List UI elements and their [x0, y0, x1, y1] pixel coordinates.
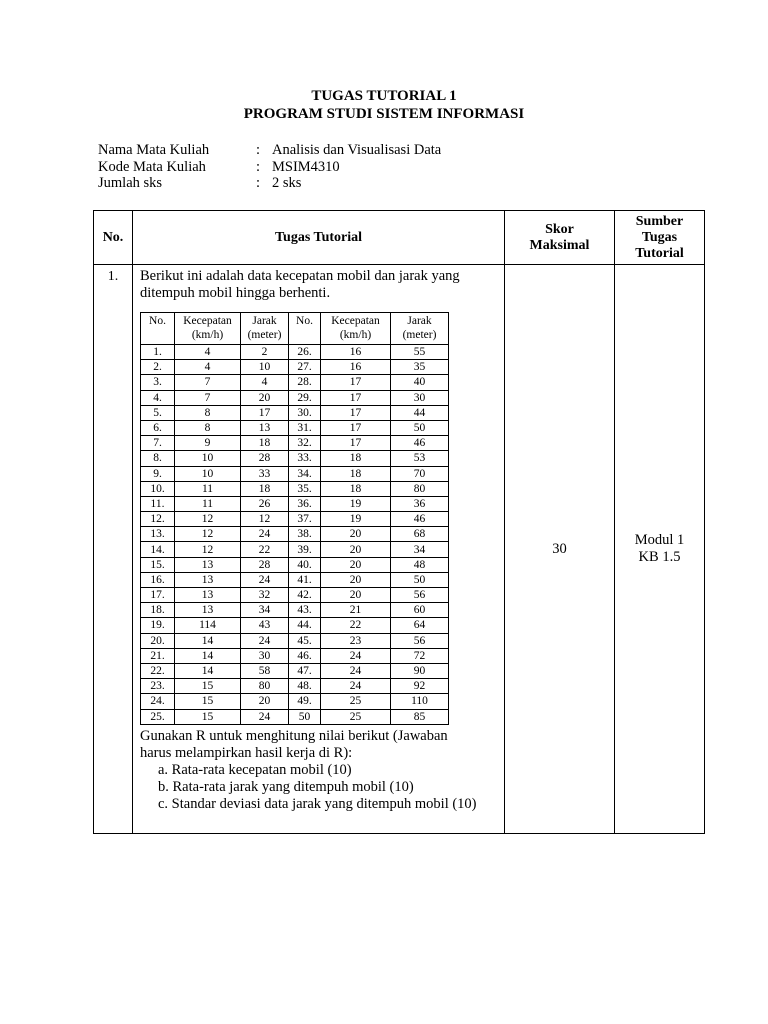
data-cell-no: 42.	[289, 588, 321, 603]
data-cell-no: 43.	[289, 603, 321, 618]
data-cell-no: 2.	[141, 360, 175, 375]
data-cell-distance: 18	[241, 481, 289, 496]
data-cell-no: 4.	[141, 390, 175, 405]
task-description	[133, 265, 505, 834]
data-cell-distance: 55	[391, 345, 449, 360]
data-cell-speed: 11	[175, 481, 241, 496]
data-row	[141, 466, 449, 481]
data-row	[141, 436, 449, 451]
data-cell-speed: 11	[175, 496, 241, 511]
data-cell-speed: 18	[321, 466, 391, 481]
data-cell-speed: 12	[175, 527, 241, 542]
credits-row	[98, 175, 441, 192]
data-cell-no: 24.	[141, 694, 175, 709]
data-cell-no: 28.	[289, 375, 321, 390]
data-cell-no: 14.	[141, 542, 175, 557]
data-cell-distance: 46	[391, 512, 449, 527]
data-cell-speed: 12	[175, 512, 241, 527]
data-row	[141, 694, 449, 709]
data-cell-speed: 18	[321, 481, 391, 496]
data-cell-distance: 70	[391, 466, 449, 481]
data-row	[141, 603, 449, 618]
source-line: KB 1.5	[638, 549, 681, 565]
data-cell-no: 3.	[141, 375, 175, 390]
data-cell-distance: 12	[241, 512, 289, 527]
data-cell-distance: 24	[241, 572, 289, 587]
data-cell-distance: 56	[391, 588, 449, 603]
data-cell-no: 47.	[289, 663, 321, 678]
data-cell-speed: 24	[321, 663, 391, 678]
data-cell-speed: 114	[175, 618, 241, 633]
data-row	[141, 527, 449, 542]
data-cell-distance: 60	[391, 603, 449, 618]
data-cell-speed: 14	[175, 648, 241, 663]
data-cell-speed: 25	[321, 694, 391, 709]
data-cell-no: 44.	[289, 618, 321, 633]
data-cell-distance: 28	[241, 451, 289, 466]
speed-distance-table	[140, 312, 449, 725]
data-cell-speed: 13	[175, 557, 241, 572]
data-cell-no: 32.	[289, 436, 321, 451]
data-cell-distance: 32	[241, 588, 289, 603]
data-cell-no: 15.	[141, 557, 175, 572]
data-header-no: No.	[289, 313, 321, 345]
data-cell-no: 9.	[141, 466, 175, 481]
data-row	[141, 451, 449, 466]
data-cell-speed: 24	[321, 648, 391, 663]
data-cell-speed: 20	[321, 572, 391, 587]
data-cell-no: 10.	[141, 481, 175, 496]
header-score-line: Maksimal	[529, 237, 590, 253]
data-cell-distance: 33	[241, 466, 289, 481]
task-intro: Berikut ini adalah data kecepatan mobil dan jarak yang	[140, 268, 460, 284]
source-line: Modul 1	[634, 532, 685, 548]
data-cell-distance: 13	[241, 420, 289, 435]
data-cell-speed: 4	[175, 360, 241, 375]
data-cell-speed: 16	[321, 345, 391, 360]
data-cell-speed: 23	[321, 633, 391, 648]
data-cell-no: 34.	[289, 466, 321, 481]
data-header-speed	[321, 313, 391, 345]
data-header-line: Kecepatan	[183, 315, 232, 327]
data-row	[141, 572, 449, 587]
data-cell-speed: 7	[175, 390, 241, 405]
data-cell-no: 37.	[289, 512, 321, 527]
data-cell-distance: 68	[391, 527, 449, 542]
max-score: 30	[505, 265, 615, 834]
data-cell-distance: 28	[241, 557, 289, 572]
data-cell-speed: 17	[321, 375, 391, 390]
data-cell-speed: 17	[321, 420, 391, 435]
data-cell-distance: 10	[241, 360, 289, 375]
data-row	[141, 405, 449, 420]
data-cell-distance: 58	[241, 663, 289, 678]
data-cell-speed: 18	[321, 451, 391, 466]
data-cell-distance: 110	[391, 694, 449, 709]
data-cell-no: 30.	[289, 405, 321, 420]
data-cell-no: 6.	[141, 420, 175, 435]
data-cell-no: 50	[289, 709, 321, 724]
data-cell-no: 25.	[141, 709, 175, 724]
info-value: Analisis dan Visualisasi Data	[272, 142, 442, 158]
data-cell-no: 20.	[141, 633, 175, 648]
data-cell-speed: 14	[175, 663, 241, 678]
task-question: harus melampirkan hasil kerja di R):	[140, 744, 353, 761]
data-cell-speed: 20	[321, 557, 391, 572]
data-cell-speed: 12	[175, 542, 241, 557]
task-question: Gunakan R untuk menghitung nilai berikut (Jawaban	[140, 727, 448, 744]
task-row	[94, 265, 705, 834]
data-table-body	[141, 345, 449, 725]
data-cell-distance: 50	[391, 420, 449, 435]
data-cell-no: 38.	[289, 527, 321, 542]
tutorial-source	[615, 265, 705, 834]
data-cell-no: 35.	[289, 481, 321, 496]
data-cell-no: 49.	[289, 694, 321, 709]
data-cell-no: 27.	[289, 360, 321, 375]
data-cell-distance: 18	[241, 436, 289, 451]
data-cell-distance: 64	[391, 618, 449, 633]
data-header-line: Jarak	[407, 315, 432, 327]
info-label: Kode Mata Kuliah	[98, 158, 206, 175]
data-row	[141, 496, 449, 511]
data-cell-speed: 17	[321, 405, 391, 420]
data-cell-speed: 4	[175, 345, 241, 360]
data-row	[141, 481, 449, 496]
task-item: b. Rata-rata jarak yang ditempuh mobil (10)	[158, 778, 414, 795]
data-cell-speed: 20	[321, 542, 391, 557]
course-name-row	[98, 142, 441, 159]
data-cell-no: 17.	[141, 588, 175, 603]
data-cell-no: 26.	[289, 345, 321, 360]
data-cell-no: 21.	[141, 648, 175, 663]
data-cell-speed: 16	[321, 360, 391, 375]
data-cell-distance: 53	[391, 451, 449, 466]
data-cell-speed: 14	[175, 633, 241, 648]
course-info	[98, 142, 441, 192]
task-intro: ditempuh mobil hingga berhenti.	[140, 285, 331, 301]
data-cell-speed: 17	[321, 390, 391, 405]
data-cell-distance: 36	[391, 496, 449, 511]
data-header-no: No.	[141, 313, 175, 345]
data-cell-speed: 22	[321, 618, 391, 633]
data-cell-distance: 30	[241, 648, 289, 663]
data-cell-no: 1.	[141, 345, 175, 360]
data-row	[141, 345, 449, 360]
data-cell-no: 22.	[141, 663, 175, 678]
data-cell-no: 7.	[141, 436, 175, 451]
data-cell-no: 12.	[141, 512, 175, 527]
document-title: TUGAS TUTORIAL 1	[311, 88, 457, 104]
data-row	[141, 633, 449, 648]
data-cell-distance: 92	[391, 679, 449, 694]
data-cell-no: 40.	[289, 557, 321, 572]
data-header-distance	[391, 313, 449, 345]
header-row	[94, 211, 705, 265]
data-cell-distance: 26	[241, 496, 289, 511]
data-cell-speed: 20	[321, 588, 391, 603]
data-cell-distance: 34	[391, 542, 449, 557]
data-cell-no: 33.	[289, 451, 321, 466]
data-cell-speed: 19	[321, 496, 391, 511]
data-cell-speed: 13	[175, 588, 241, 603]
data-row	[141, 557, 449, 572]
data-cell-no: 41.	[289, 572, 321, 587]
data-row	[141, 709, 449, 724]
task-items	[140, 762, 498, 813]
data-cell-distance: 24	[241, 527, 289, 542]
data-cell-distance: 40	[391, 375, 449, 390]
data-cell-distance: 24	[241, 709, 289, 724]
data-row	[141, 588, 449, 603]
data-cell-no: 48.	[289, 679, 321, 694]
task-number: 1.	[94, 265, 133, 834]
data-row	[141, 648, 449, 663]
header-score	[505, 211, 615, 265]
document-subtitle: PROGRAM STUDI SISTEM INFORMASI	[243, 106, 525, 122]
data-cell-speed: 15	[175, 679, 241, 694]
data-cell-speed: 25	[321, 709, 391, 724]
data-header-speed	[175, 313, 241, 345]
data-cell-no: 31.	[289, 420, 321, 435]
header-source-line: Sumber	[635, 213, 684, 229]
task-item: c. Standar deviasi data jarak yang ditempuh mobil (10)	[158, 795, 477, 812]
info-separator: :	[256, 142, 261, 158]
data-header-line: (km/h)	[191, 329, 224, 341]
data-cell-no: 39.	[289, 542, 321, 557]
data-cell-speed: 24	[321, 679, 391, 694]
data-cell-distance: 48	[391, 557, 449, 572]
info-label: Jumlah sks	[98, 175, 163, 191]
data-cell-no: 19.	[141, 618, 175, 633]
data-cell-no: 8.	[141, 451, 175, 466]
task-item: a. Rata-rata kecepatan mobil (10)	[158, 761, 352, 778]
data-cell-distance: 56	[391, 633, 449, 648]
data-cell-speed: 17	[321, 436, 391, 451]
data-cell-no: 11.	[141, 496, 175, 511]
data-cell-no: 29.	[289, 390, 321, 405]
info-separator: :	[256, 158, 261, 175]
data-cell-distance: 46	[391, 436, 449, 451]
data-cell-distance: 17	[241, 405, 289, 420]
data-cell-no: 5.	[141, 405, 175, 420]
data-row	[141, 663, 449, 678]
data-cell-no: 23.	[141, 679, 175, 694]
header-score-line: Skor	[545, 221, 574, 237]
data-row	[141, 420, 449, 435]
data-cell-speed: 10	[175, 466, 241, 481]
data-cell-no: 45.	[289, 633, 321, 648]
data-cell-distance: 20	[241, 390, 289, 405]
info-separator: :	[256, 175, 261, 191]
data-cell-distance: 30	[391, 390, 449, 405]
data-cell-distance: 80	[241, 679, 289, 694]
data-cell-speed: 21	[321, 603, 391, 618]
data-cell-speed: 8	[175, 405, 241, 420]
data-header-line: Jarak	[252, 315, 277, 327]
data-cell-distance: 34	[241, 603, 289, 618]
data-cell-no: 16.	[141, 572, 175, 587]
data-cell-speed: 15	[175, 709, 241, 724]
info-label: Nama Mata Kuliah	[98, 142, 210, 158]
data-cell-speed: 19	[321, 512, 391, 527]
data-cell-distance: 4	[241, 375, 289, 390]
data-cell-distance: 35	[391, 360, 449, 375]
info-value: 2 sks	[272, 175, 302, 191]
header-no: No.	[94, 211, 133, 265]
data-cell-distance: 20	[241, 694, 289, 709]
data-cell-speed: 8	[175, 420, 241, 435]
data-header-line: (km/h)	[339, 329, 372, 341]
data-cell-speed: 7	[175, 375, 241, 390]
data-row	[141, 375, 449, 390]
data-cell-distance: 43	[241, 618, 289, 633]
data-row	[141, 390, 449, 405]
data-header-distance	[241, 313, 289, 345]
header-source	[615, 211, 705, 265]
data-cell-no: 46.	[289, 648, 321, 663]
data-cell-distance: 22	[241, 542, 289, 557]
header-source-line: Tugas	[641, 229, 678, 245]
data-cell-no: 18.	[141, 603, 175, 618]
data-header-line: (meter)	[402, 329, 437, 341]
data-header-line: Kecepatan	[331, 315, 380, 327]
data-cell-speed: 10	[175, 451, 241, 466]
data-cell-speed: 9	[175, 436, 241, 451]
data-cell-distance: 2	[241, 345, 289, 360]
data-cell-speed: 13	[175, 572, 241, 587]
data-cell-no: 36.	[289, 496, 321, 511]
data-row	[141, 512, 449, 527]
data-cell-speed: 20	[321, 527, 391, 542]
data-cell-speed: 15	[175, 694, 241, 709]
header-source-line: Tutorial	[635, 245, 684, 261]
tutorial-table	[93, 210, 705, 834]
data-cell-distance: 72	[391, 648, 449, 663]
data-row	[141, 360, 449, 375]
data-header-row	[141, 313, 449, 345]
course-code-row	[98, 159, 441, 176]
data-row	[141, 618, 449, 633]
data-cell-distance: 85	[391, 709, 449, 724]
data-cell-distance: 50	[391, 572, 449, 587]
data-cell-speed: 13	[175, 603, 241, 618]
data-cell-distance: 24	[241, 633, 289, 648]
data-row	[141, 542, 449, 557]
data-cell-distance: 90	[391, 663, 449, 678]
data-cell-distance: 80	[391, 481, 449, 496]
data-cell-distance: 44	[391, 405, 449, 420]
header-task: Tugas Tutorial	[133, 211, 505, 265]
data-cell-no: 13.	[141, 527, 175, 542]
data-header-line: (meter)	[247, 329, 282, 341]
info-value: MSIM4310	[272, 158, 340, 175]
data-row	[141, 679, 449, 694]
